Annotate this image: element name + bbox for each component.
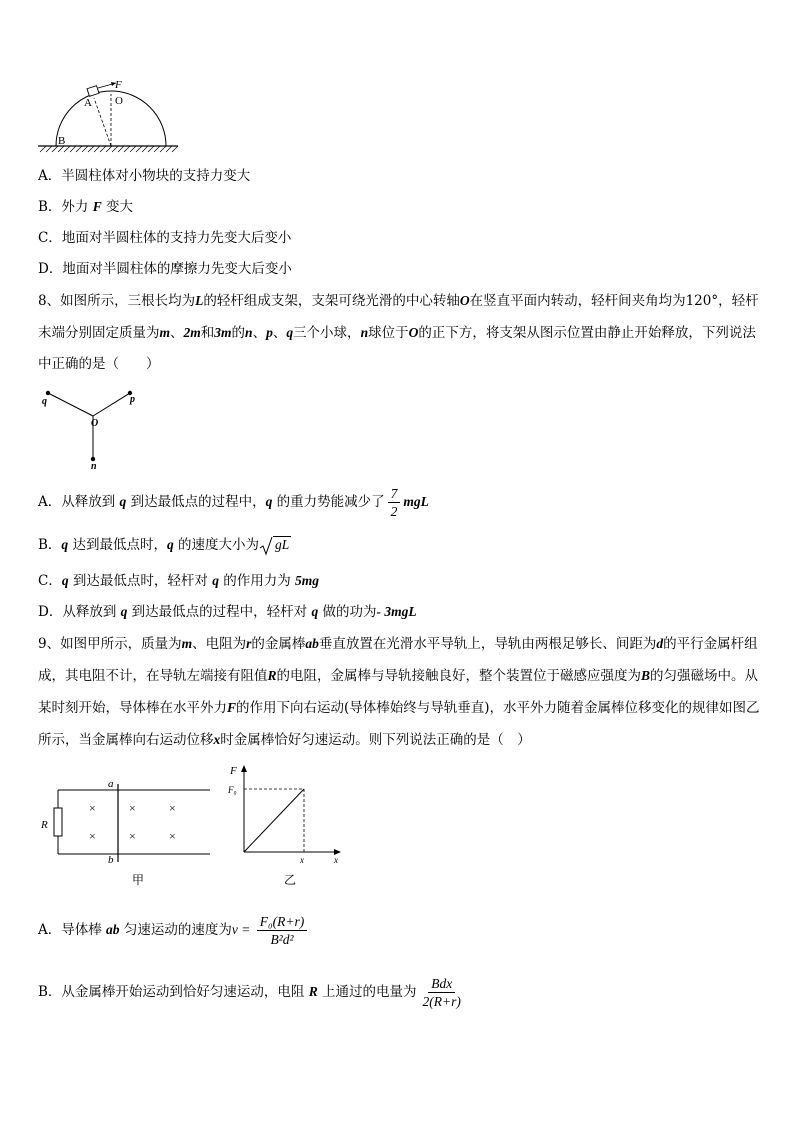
q9-text-4: 垂直放置在光滑水平导轨上，导轨由两根足够长、间距为 bbox=[318, 636, 657, 652]
q8-b-pre: B． bbox=[38, 537, 62, 553]
q7-b-post: 变大 bbox=[101, 199, 134, 215]
q9-text-6: 的电阻，金属棒与导轨接触良好，整个装置位于磁感应强度为 bbox=[276, 668, 642, 684]
rail-circuit-figure bbox=[38, 776, 218, 888]
q8-a-tail: mgL bbox=[403, 494, 429, 509]
q7-option-a: A．半圆柱体对小物块的支持力变大 bbox=[38, 168, 251, 184]
label-F: F bbox=[115, 79, 122, 91]
label-R-fig: R bbox=[41, 819, 48, 831]
field-x-4: × bbox=[89, 829, 96, 843]
q8-text-3: 在竖直平面内转动，轻杆间夹角均为120°，轻杆末端分别固定质量为 bbox=[38, 293, 759, 341]
q9-text-9: 时金属棒恰好匀速运动。则下列说法正确的是（ ） bbox=[220, 732, 531, 748]
q9-var-R: R bbox=[267, 668, 277, 683]
q9-text-3: 的金属棒 bbox=[251, 636, 306, 652]
q8-d-pre: D．从释放到 bbox=[38, 604, 121, 620]
q9-stem bbox=[38, 628, 760, 756]
q8-var-2m: 2m bbox=[183, 325, 201, 340]
q8-a-pre: A．从释放到 bbox=[38, 494, 120, 510]
label-A: A bbox=[84, 97, 92, 109]
q8-var-3m: 3m bbox=[214, 325, 232, 340]
label-b: b bbox=[108, 854, 114, 866]
q9-a-eq: = bbox=[237, 922, 254, 937]
q8-option-c bbox=[38, 571, 319, 591]
q8-d-mid: 到达最低点的过程中，轻杆对 bbox=[127, 604, 312, 620]
force-displacement-graph bbox=[226, 762, 346, 888]
q9-b-pre: B．从金属棒开始运动到恰好匀速运动，电阻 bbox=[38, 984, 309, 1000]
q8-text-5: 和 bbox=[200, 325, 215, 341]
q8-c-q: q bbox=[61, 573, 69, 588]
q8-text-7: 、 bbox=[252, 325, 267, 341]
q8-d-val: - 3mgL bbox=[376, 604, 417, 619]
label-O: O bbox=[115, 95, 123, 107]
q8-option-b bbox=[38, 535, 291, 556]
q8-var-n2: n bbox=[360, 325, 369, 340]
q9-var-d: d bbox=[656, 636, 664, 651]
q9-a-ab: ab bbox=[106, 922, 120, 937]
q8-option-d bbox=[38, 602, 417, 622]
q8-var-O2: O bbox=[408, 325, 419, 340]
q8-text-6: 的 bbox=[231, 325, 246, 341]
q8-b-mid2: 的速度大小为 bbox=[173, 537, 260, 553]
q8-var-q: q bbox=[286, 325, 294, 340]
q8-c-pre: C． bbox=[38, 573, 62, 589]
tripod-figure bbox=[38, 384, 148, 470]
q9-b-den: 2(R+r) bbox=[422, 994, 461, 1009]
q8-a-mid2: 的重力势能减少了 bbox=[272, 494, 385, 510]
q9-var-F: F bbox=[227, 700, 237, 715]
q8-a-fraction bbox=[388, 485, 401, 520]
q8-text-4: 、 bbox=[170, 325, 184, 341]
q8-var-m: m bbox=[159, 325, 171, 340]
q9-text-5: 的平行金属杆组成，其电阻不计，在导轨左端接有阻值 bbox=[38, 636, 758, 684]
axis-F: F bbox=[230, 765, 237, 777]
q8-b-q: q bbox=[61, 537, 69, 552]
q9-b-num: Bdx bbox=[428, 975, 455, 993]
q7-option-c: C．地面对半圆柱体的支持力先变大后变小 bbox=[38, 230, 292, 246]
fig8-p: p bbox=[130, 394, 135, 405]
q8-c-val: 5mg bbox=[295, 573, 320, 588]
field-x-5: × bbox=[129, 829, 136, 843]
q8-text-10: 球位于 bbox=[368, 325, 409, 341]
q7-option-b bbox=[38, 197, 133, 217]
q9-text-1: 9、如图甲所示，质量为 bbox=[38, 636, 182, 652]
label-B: B bbox=[58, 135, 66, 147]
q8-stem bbox=[38, 285, 760, 380]
field-x-6: × bbox=[169, 829, 176, 843]
q8-var-O: O bbox=[459, 293, 470, 308]
caption-yi: 乙 bbox=[284, 873, 297, 887]
q8-c-mid: 到达最低点时，轻杆对 bbox=[68, 573, 213, 589]
q8-d-q: q bbox=[120, 604, 128, 619]
q8-c-mid2: 的作用力为 bbox=[218, 573, 296, 589]
fig8-O: O bbox=[91, 418, 99, 429]
field-x-3: × bbox=[169, 801, 176, 815]
q8-c-q2: q bbox=[212, 573, 219, 588]
q8-text-8: 、 bbox=[272, 325, 287, 341]
q8-d-mid2: 做的功为 bbox=[318, 604, 377, 620]
q9-b-R: R bbox=[308, 984, 318, 999]
q8-b-q2: q bbox=[166, 537, 174, 552]
q7-b-f: F bbox=[92, 199, 102, 214]
tick-F0: F₀ bbox=[228, 785, 237, 795]
q9-a-v: v bbox=[231, 922, 238, 937]
fig8-n: n bbox=[91, 461, 97, 470]
q9-option-a bbox=[38, 910, 310, 950]
caption-jia: 甲 bbox=[132, 873, 145, 887]
q8-text-1: 8、如图所示，三根长均为 bbox=[38, 293, 196, 309]
q8-a-q: q bbox=[119, 494, 127, 509]
q9-b-fraction bbox=[420, 975, 464, 1010]
sqrt-symbol bbox=[259, 535, 291, 556]
q9-var-ab: ab bbox=[305, 636, 319, 651]
q9-text-7: 的匀强磁场中。从某时刻开始，导体棒在水平外力 bbox=[38, 668, 759, 716]
q9-b-mid: 上通过的电量为 bbox=[317, 984, 417, 1000]
q9-text-8: 的作用下向右运动(导体棒始终与导轨垂直)，水平外力随着金属棒位移变化的规律如图乙所示，当金属棒向右运动位移 bbox=[38, 700, 760, 748]
axis-x: x bbox=[334, 855, 338, 865]
q8-b-root: gL bbox=[275, 537, 290, 553]
q9-a-num: F₀(R+r) bbox=[257, 913, 308, 931]
q8-text-9: 三个小球， bbox=[293, 325, 361, 341]
q8-option-a bbox=[38, 484, 429, 520]
q9-option-b bbox=[38, 972, 467, 1012]
semicircle-figure bbox=[38, 78, 178, 156]
tick-x: x bbox=[300, 855, 304, 865]
q8-b-mid: 达到最低点时， bbox=[68, 537, 167, 553]
field-x-1: × bbox=[89, 801, 96, 815]
q8-d-q2: q bbox=[311, 604, 319, 619]
q9-var-r: r bbox=[246, 636, 252, 651]
q8-var-L: L bbox=[195, 293, 204, 308]
q9-a-mid: 匀速运动的速度为 bbox=[119, 922, 232, 938]
label-a: a bbox=[108, 778, 114, 790]
q9-a-fraction bbox=[257, 913, 308, 948]
q7-option-d: D．地面对半圆柱体的摩擦力先变大后变小 bbox=[38, 261, 292, 277]
q9-var-x: x bbox=[213, 732, 221, 747]
field-x-2: × bbox=[129, 801, 136, 815]
q8-text-11: 的正下方，将支架从图示位置由静止开始释放，下列说法中正确的是（ ） bbox=[38, 325, 756, 372]
q8-var-p: p bbox=[266, 325, 273, 340]
q9-a-pre: A．导体棒 bbox=[38, 922, 107, 938]
fig8-q: q bbox=[42, 396, 47, 407]
q9-a-den: B²d² bbox=[270, 932, 294, 947]
q8-a-q2: q bbox=[265, 494, 273, 509]
q8-a-den: 2 bbox=[390, 504, 398, 519]
q9-text-2: 、电阻为 bbox=[192, 636, 247, 652]
q8-a-num: 7 bbox=[388, 485, 401, 503]
q7-b-pre: B．外力 bbox=[38, 199, 93, 215]
q9-var-m: m bbox=[181, 636, 193, 651]
q8-a-mid: 到达最低点的过程中， bbox=[126, 494, 266, 510]
q8-var-n: n bbox=[245, 325, 253, 340]
q9-var-B: B bbox=[641, 668, 651, 683]
q8-text-2: 的轻杆组成支架，支架可绕光滑的中心转轴 bbox=[203, 293, 460, 309]
